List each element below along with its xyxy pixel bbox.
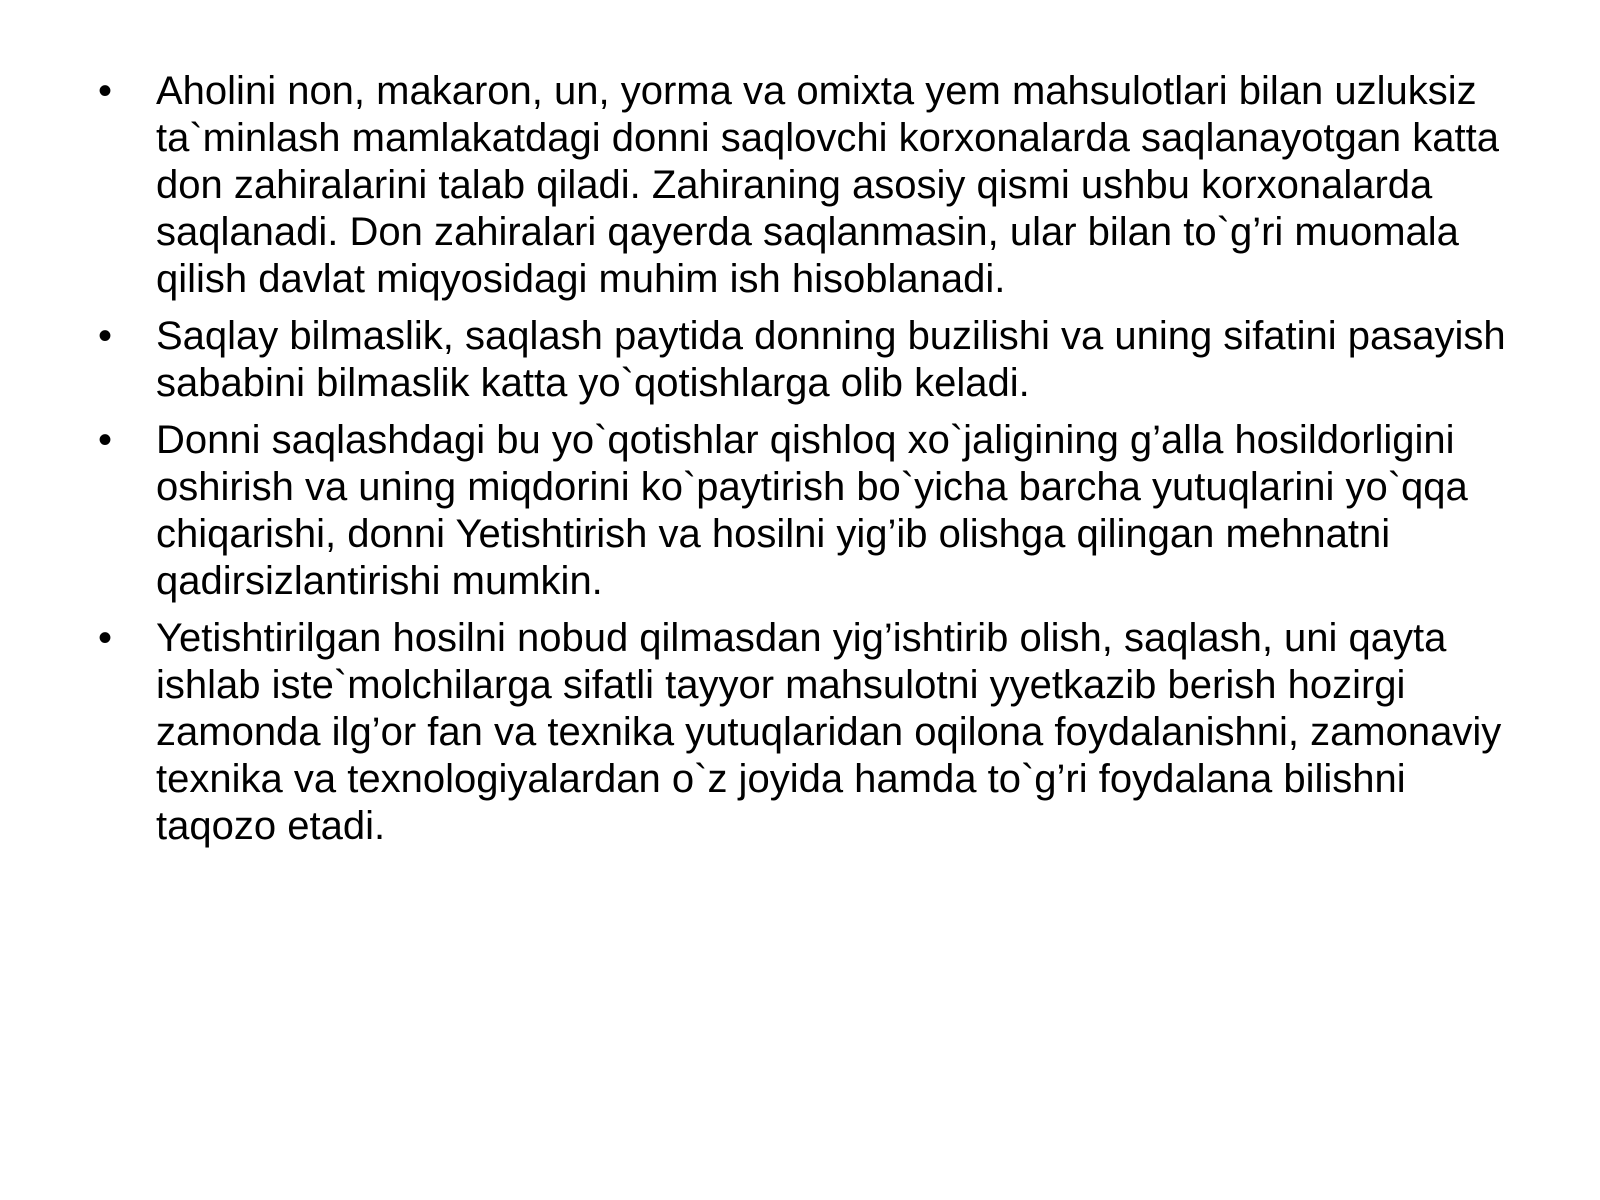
slide-body: [92, 68, 1532, 860]
bullet-item: [92, 313, 1532, 407]
bullet-list: [92, 68, 1532, 850]
bullet-text: Aholini non, makaron, un, yorma va omixta yem mahsulotlari bilan uzluksiz ta`minlash mamlakatdagi donni saqlovchi korxonalarda saqlanayotgan katta don zahiralarini talab qiladi. Zahiraning asosiy qismi ushbu korxonalarda saqlanadi. Don zahiralari qayerda saqlanmasin, ular bilan to`g’ri muomala qilish davlat miqyosidagi muhim ish hisoblanadi.: [156, 69, 1500, 301]
bullet-marker: •: [98, 418, 113, 462]
bullet-marker: •: [98, 314, 113, 358]
bullet-text: Saqlay bilmaslik, saqlash paytida donning buzilishi va uning sifatini pasayish sababini bilmaslik katta yo`qotishlarga olib keladi.: [156, 314, 1506, 405]
bullet-item: [92, 68, 1532, 303]
bullet-item: [92, 417, 1532, 605]
bullet-marker: •: [98, 69, 113, 113]
bullet-item: [92, 615, 1532, 850]
bullet-text: Donni saqlashdagi bu yo`qotishlar qishloq xo`jaligining g’alla hosildorligini oshirish va uning miqdorini ko`paytirish bo`yicha barcha yutuqlarini yo`qqa chiqarishi, donni Yetishtirish va hosilni yig’ib olishga qilingan mehnatni qadirsizlantirishi mumkin.: [156, 418, 1468, 603]
bullet-marker: •: [98, 616, 113, 660]
bullet-text: Yetishtirilgan hosilni nobud qilmasdan yig’ishtirib olish, saqlash, uni qayta ishlab iste`molchilarga sifatli tayyor mahsulotni yyetkazib berish hozirgi zamonda ilg’or fan va texnika yutuqlaridan oqilona foydalanishni, zamonaviy texnika va texnologiyalardan o`z joyida hamda to`g’ri foydalana bilishni taqozo etadi.: [156, 616, 1502, 848]
